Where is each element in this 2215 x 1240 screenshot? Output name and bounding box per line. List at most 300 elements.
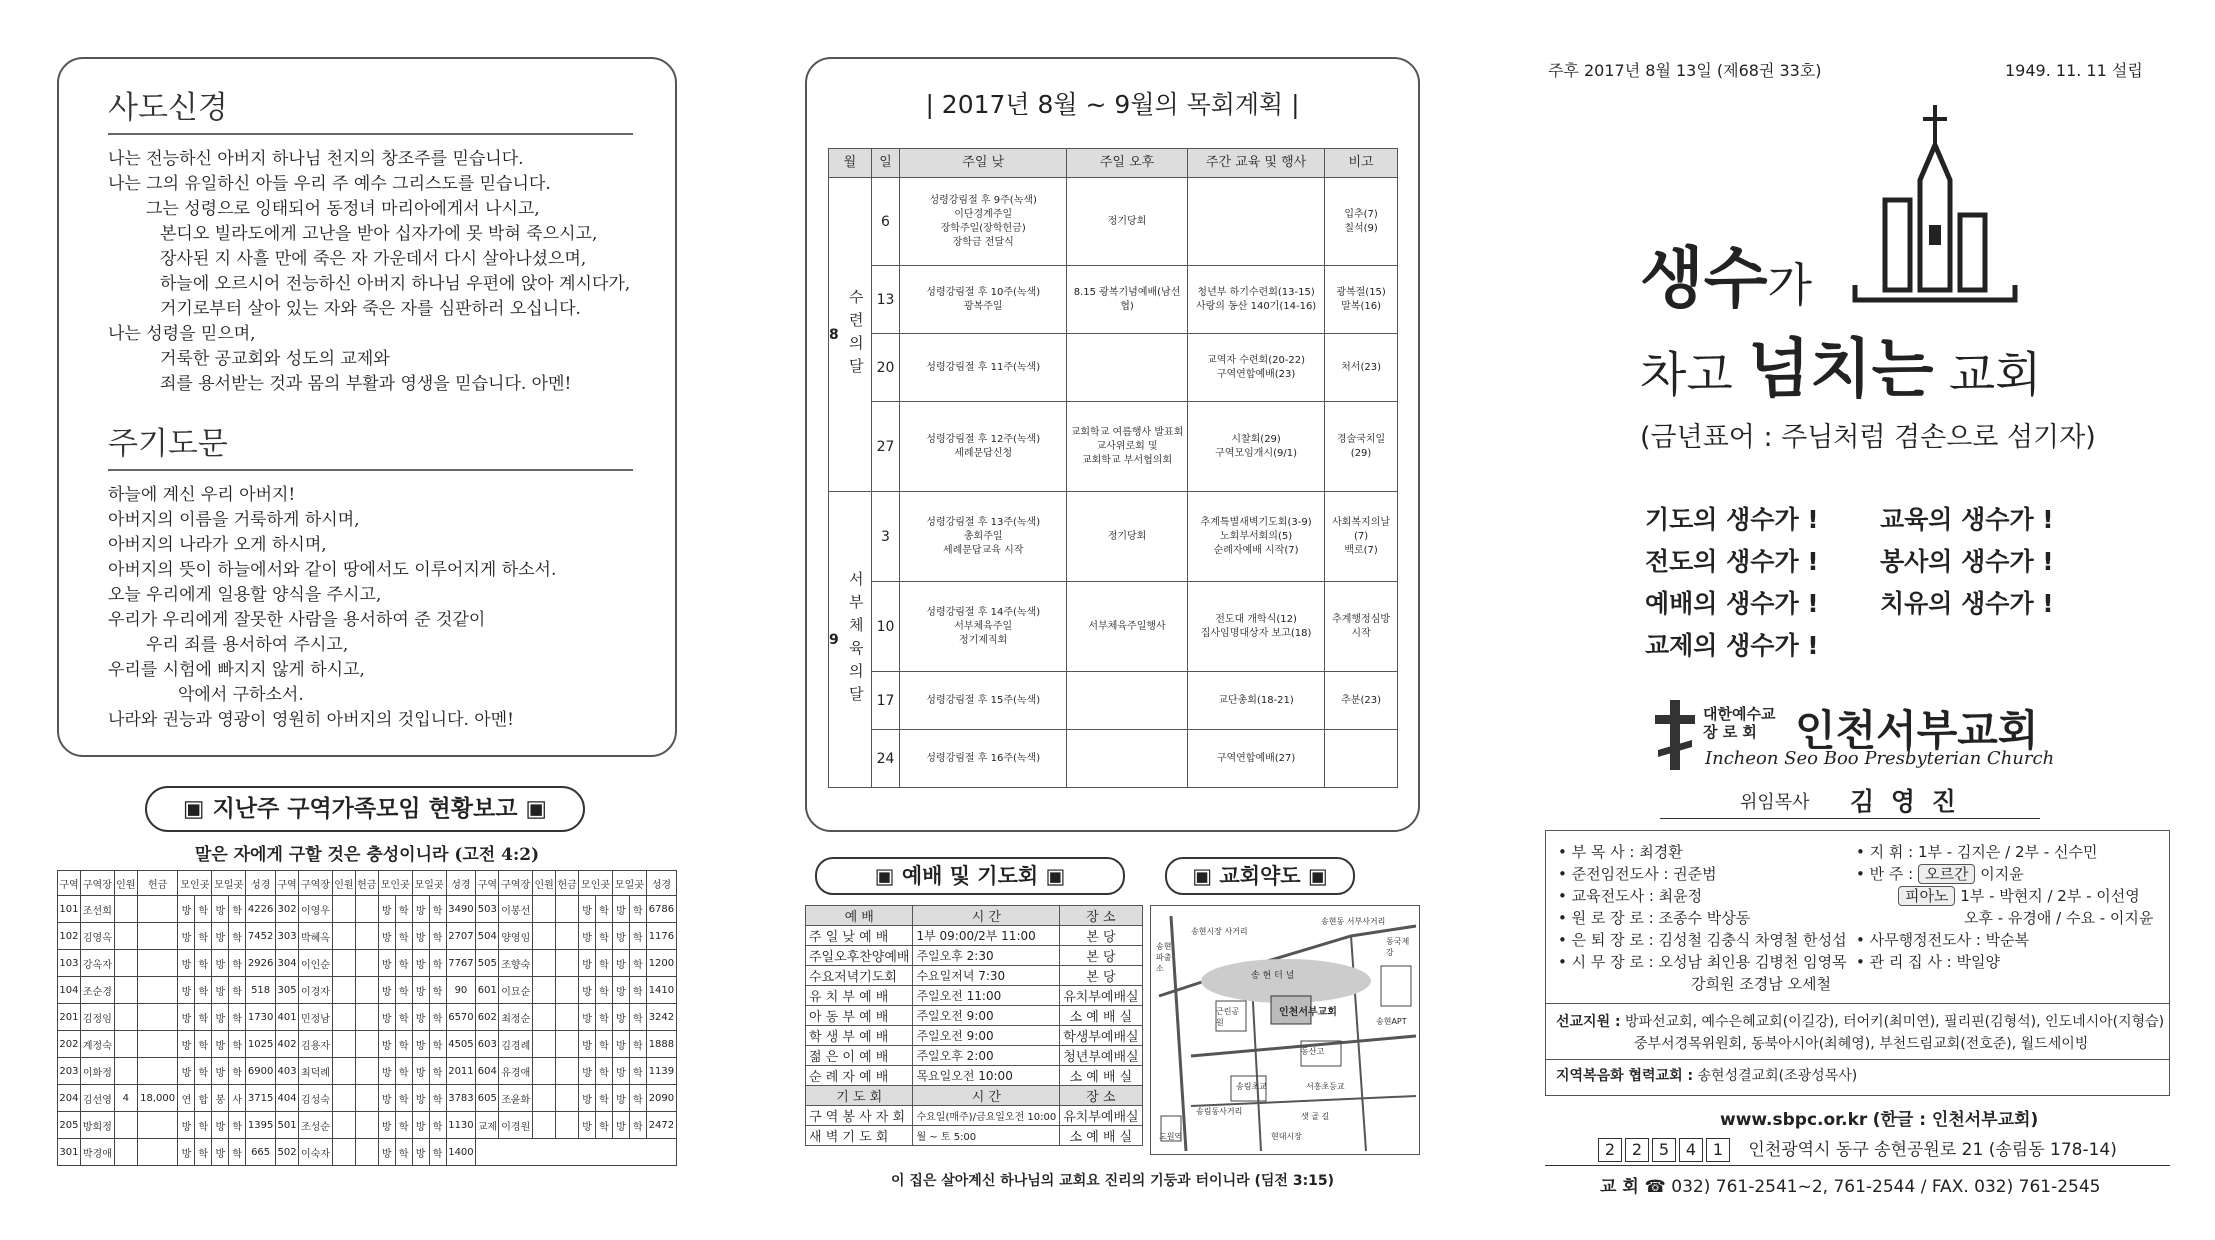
partner-church [1556, 1065, 1857, 1087]
plan-afternoon-line: 서부체육주일행사 [1088, 620, 1166, 632]
zip-digit: 1 [1706, 1138, 1730, 1162]
month-theme: 수련의달 [846, 288, 865, 381]
staff-accompanist [1856, 863, 2153, 885]
report-cell: 7767 [446, 950, 476, 977]
report-cell [137, 977, 178, 1004]
plan-afternoon [1067, 672, 1188, 730]
table-row [829, 492, 1398, 582]
plan-title: | 2017년 8월 ~ 9월의 목회계획 | [925, 90, 1300, 119]
plan-header: 주일 낮 [900, 149, 1067, 178]
report-cell: 방 [612, 1085, 629, 1112]
motto-line-1b: 가 [1767, 258, 1812, 312]
report-cell: 방 [579, 923, 596, 950]
report-cell: 이경원 [499, 1112, 533, 1139]
plan-note-line: 백로(7) [1344, 544, 1378, 556]
report-cell: 방 [378, 1139, 395, 1166]
creed-line: 거기로부터 살아 있는 자와 죽은 자를 심판하러 오십니다. [160, 299, 581, 319]
report-cell: 1400 [446, 1139, 476, 1166]
plan-note [1325, 492, 1398, 582]
report-cell: 1395 [246, 1112, 276, 1139]
yearly-motto: (금년표어 : 주님처럼 겸손으로 섬기자) [1640, 422, 2096, 453]
report-cell: 학 [629, 950, 646, 977]
worship-cell: 주일오후 2:30 [913, 946, 1060, 966]
report-cell: 봉 [212, 1085, 229, 1112]
creed-line: 나는 성령을 믿으며, [108, 324, 256, 344]
report-cell: 665 [246, 1139, 276, 1166]
table-row [58, 1085, 677, 1112]
staff-left-3: • 원 로 장 로 : 조종수 박상동 [1558, 909, 1751, 927]
plan-noon [900, 492, 1067, 582]
report-cell: 202 [58, 1031, 81, 1058]
zip-digit: 2 [1598, 1138, 1622, 1162]
report-cell [332, 896, 355, 923]
report-cell [137, 923, 178, 950]
report-cell [137, 1031, 178, 1058]
table-row [829, 402, 1398, 492]
report-cell: 학 [229, 1058, 246, 1085]
report-cell: 조성순 [299, 1112, 333, 1139]
report-cell: 김용자 [299, 1031, 333, 1058]
worship-cell: 1부 09:00/2부 11:00 [913, 926, 1060, 946]
report-cell: 1410 [646, 977, 676, 1004]
phone-number: 032) 761-2541~2, 761-2544 / FAX. 032) 761-2545 [1671, 1177, 2101, 1197]
worship-cell: 월 ~ 토 5:00 [913, 1126, 1060, 1146]
report-cell: 방 [579, 1085, 596, 1112]
report-cell: 방 [378, 1004, 395, 1031]
plan-afternoon [1067, 402, 1188, 492]
report-cell: 방 [579, 1031, 596, 1058]
report-cell: 204 [58, 1085, 81, 1112]
report-cell [332, 923, 355, 950]
worship-header: 기 도 회 [806, 1086, 913, 1106]
report-cell: 조윤화 [499, 1085, 533, 1112]
plan-note-line: 시작 [1351, 627, 1371, 639]
report-cell: 3715 [246, 1085, 276, 1112]
church-english-name: Incheon Seo Boo Presbyterian Church [1705, 748, 2055, 769]
address [1598, 1135, 2117, 1162]
plan-noon-line: 성령강림절 후 10주(녹색) [926, 286, 1041, 298]
worship-cell: 소 예 배 실 [1060, 1066, 1142, 1086]
table-row [806, 986, 1143, 1006]
plan-events [1188, 730, 1325, 788]
report-cell [533, 1031, 556, 1058]
table-row [806, 1106, 1143, 1126]
report-cell: 301 [58, 1139, 81, 1166]
report-cell: 사 [229, 1085, 246, 1112]
prayer-line: 우리 죄를 용서하여 주시고, [146, 635, 349, 655]
plan-events-line: 순례자예배 시작(7) [1213, 544, 1299, 556]
report-cell [355, 977, 378, 1004]
report-cell: 학 [395, 896, 412, 923]
report-cell: 방 [412, 1139, 429, 1166]
report-cell: 방 [412, 923, 429, 950]
plan-note-line: (29) [1350, 447, 1372, 459]
report-cell: 505 [476, 950, 499, 977]
report-cell [137, 896, 178, 923]
report-cell [137, 1112, 178, 1139]
plan-note-line: 입추(7) [1344, 208, 1378, 220]
report-cell: 방 [212, 950, 229, 977]
staff-divider-2 [1546, 1059, 2169, 1060]
report-cell: 학 [629, 923, 646, 950]
report-cell [533, 923, 556, 950]
map-label-12: 도원역 [1159, 1132, 1183, 1141]
phone-label: 교 회 ☎ [1600, 1177, 1666, 1197]
report-cell [332, 1112, 355, 1139]
plan-afternoon [1067, 266, 1188, 334]
report-cell: 학 [195, 1031, 212, 1058]
report-cell [114, 1031, 137, 1058]
address-text: 인천광역시 동구 송현공원로 21 (송림동 178-14) [1748, 1140, 2117, 1160]
report-cell [114, 1139, 137, 1166]
website-url[interactable]: www.sbpc.or.kr [1720, 1110, 1868, 1130]
report-cell: 방 [212, 1139, 229, 1166]
report-cell: 방 [178, 977, 195, 1004]
prayer-line: 나라와 권능과 영광이 영원히 아버지의 것입니다. 아멘! [108, 710, 514, 730]
website[interactable] [1720, 1105, 2038, 1130]
creed-line: 나는 전능하신 아버지 하나님 천지의 창조주를 믿습니다. [108, 149, 524, 169]
motto-line-2c: 교회 [1933, 347, 2042, 403]
plan-afternoon-line: 정기당회 [1107, 530, 1147, 542]
prayer-line: 아버지의 나라가 오게 하시며, [108, 535, 327, 555]
creed-line: 장사된 지 사흘 만에 죽은 자 가운데서 다시 살아나셨으며, [160, 249, 587, 269]
creed-line: 나는 그의 유일하신 아들 우리 주 예수 그리스도를 믿습니다. [108, 174, 551, 194]
report-cell: 학 [395, 1139, 412, 1166]
prayer-line: 하늘에 계신 우리 아버지! [108, 485, 296, 505]
report-cell [533, 1004, 556, 1031]
report-cell [332, 950, 355, 977]
plan-events [1188, 334, 1325, 402]
plan-noon [900, 672, 1067, 730]
report-cell: 학 [629, 1031, 646, 1058]
plan-events-line: 구역연합예배(23) [1216, 368, 1296, 380]
worship-cell: 소 예 배 실 [1060, 1126, 1142, 1146]
motto-line-1a: 생수 [1640, 240, 1768, 317]
worship-cell: 수요일저녁 7:30 [913, 966, 1060, 986]
slogan-healing: 치유의 생수가 ! [1880, 589, 2054, 618]
worship-header: 예 배 [806, 906, 913, 926]
report-cell: 방 [212, 1058, 229, 1085]
plan-afternoon [1067, 334, 1188, 402]
plan-afternoon [1067, 730, 1188, 788]
report-cell: 학 [395, 1085, 412, 1112]
report-cell: 학 [629, 896, 646, 923]
month-number: 8 [829, 326, 839, 343]
report-cell: 1130 [446, 1112, 476, 1139]
slogan-fellowship: 교제의 생수가 ! [1645, 631, 1819, 660]
map-label-13: 현대시장 [1271, 1132, 1302, 1141]
plan-day: 27 [871, 402, 900, 492]
report-cell [355, 950, 378, 977]
creed-line: 그는 성령으로 잉태되어 동정녀 마리아에게서 나시고, [146, 199, 540, 219]
report-cell: 방희정 [80, 1112, 114, 1139]
plan-noon [900, 402, 1067, 492]
table-row [829, 334, 1398, 402]
report-header: 구역장 [299, 871, 333, 896]
report-cell: 방 [579, 950, 596, 977]
plan-events-line: 교단총회(18-21) [1218, 694, 1294, 706]
report-cell: 602 [476, 1004, 499, 1031]
report-cell: 방 [378, 896, 395, 923]
report-cell [332, 977, 355, 1004]
report-header: 헌금 [137, 871, 178, 896]
plan-day: 10 [871, 582, 900, 672]
report-cell [355, 1085, 378, 1112]
report-header: 인원 [533, 871, 556, 896]
staff-left-5: • 시 무 장 로 : 오성남 최인용 김병천 임영목 [1558, 953, 1847, 971]
church-logo-icon [1845, 105, 2025, 305]
missions-list-2: 중부서경목위원회, 동북아시아(최혜영), 부천드림교회(전호준), 월드세이빙 [1634, 1036, 2089, 1052]
table-row [806, 966, 1143, 986]
plan-noon-line: 서부체육주일 [954, 620, 1013, 632]
report-cell [556, 950, 579, 977]
report-cell [332, 1085, 355, 1112]
report-cell [332, 1058, 355, 1085]
report-cell [332, 1139, 355, 1166]
report-cell: 강옥자 [80, 950, 114, 977]
report-cell: 방 [212, 1004, 229, 1031]
staff-left-list [1558, 841, 1847, 973]
report-cell [332, 1004, 355, 1031]
report-cell: 학 [596, 1031, 613, 1058]
report-cell: 학 [596, 977, 613, 1004]
report-header: 성경 [646, 871, 676, 896]
worship-cell: 수요일(매주)/금요일오전 10:00 [913, 1106, 1060, 1126]
contact-divider [1545, 1165, 2170, 1166]
pastor-role: 위임목사 [1740, 792, 1810, 813]
worship-header: 장 소 [1060, 1086, 1142, 1106]
plan-events-line: 집사임명대상자 보고(18) [1200, 627, 1312, 639]
report-cell [114, 923, 137, 950]
report-cell: 103 [58, 950, 81, 977]
worship-header: 시 간 [913, 906, 1060, 926]
missions-label: 선교지원 : [1556, 1014, 1621, 1030]
report-cell: 604 [476, 1058, 499, 1085]
map-label-6: 근린공원 [1216, 1007, 1240, 1027]
pastor-name: 김 영 진 [1850, 787, 1960, 816]
report-cell: 이숙자 [299, 1139, 333, 1166]
plan-events-line: 전도대 개학식(12) [1215, 613, 1297, 625]
report-cell: 학 [429, 1058, 446, 1085]
report-cell: 방 [612, 977, 629, 1004]
slogan-education: 교육의 생수가 ! [1880, 505, 2054, 534]
report-cell: 518 [246, 977, 276, 1004]
report-cell: 1730 [246, 1004, 276, 1031]
plan-day: 13 [871, 266, 900, 334]
table-row [806, 946, 1143, 966]
bible-verse: 이 집은 살아계신 하나님의 교회요 진리의 기둥과 터이니라 (딤전 3:15) [890, 1173, 1335, 1189]
creed-line: 죄를 용서받는 것과 몸의 부활과 영생을 믿습니다. 아멘! [160, 374, 572, 394]
report-cell: 학 [596, 1058, 613, 1085]
plan-events-line: 청년부 하기수련회(13-15) [1197, 286, 1315, 298]
plan-events [1188, 672, 1325, 730]
report-cell: 양영임 [499, 923, 533, 950]
report-cell: 조향숙 [499, 950, 533, 977]
worship-cell: 학생부예배실 [1060, 1026, 1142, 1046]
report-cell: 학 [596, 950, 613, 977]
map-label-14: 샛 골 길 [1301, 1112, 1330, 1121]
report-cell: 104 [58, 977, 81, 1004]
worship-cell: 구 역 봉 사 자 회 [806, 1106, 913, 1126]
plan-noon-line: 성령강림절 후 16주(녹색) [926, 752, 1041, 764]
worship-cell: 주일오전 11:00 [913, 986, 1060, 1006]
table-row [806, 1006, 1143, 1026]
report-cell: 방 [178, 896, 195, 923]
staff-piano [1856, 885, 2153, 907]
report-cell [556, 1085, 579, 1112]
report-cell [137, 950, 178, 977]
plan-noon-line: 장학금 전달식 [952, 236, 1014, 248]
report-cell: 학 [229, 950, 246, 977]
report-header: 모일곳 [212, 871, 246, 896]
plan-events [1188, 178, 1325, 266]
report-cell: 601 [476, 977, 499, 1004]
report-cell: 6900 [246, 1058, 276, 1085]
report-cell: 조순경 [80, 977, 114, 1004]
report-cell: 504 [476, 923, 499, 950]
plan-header: 주간 교육 및 행사 [1188, 149, 1325, 178]
map-label-2: 송현파출소 [1156, 942, 1172, 973]
worship-cell: 본 당 [1060, 966, 1142, 986]
table-row [806, 1066, 1143, 1086]
plan-note [1325, 730, 1398, 788]
table-row [58, 1139, 677, 1166]
worship-cell: 유 치 부 예 배 [806, 986, 913, 1006]
table-row [806, 1046, 1143, 1066]
slogan-prayer: 기도의 생수가 ! [1645, 505, 1819, 534]
report-cell: 1888 [646, 1031, 676, 1058]
report-cell: 학 [395, 1031, 412, 1058]
creed-line: 본디오 빌라도에게 고난을 받아 십자가에 못 박혀 죽으시고, [160, 224, 598, 244]
staff-box [1545, 830, 2170, 1096]
report-cell: 605 [476, 1085, 499, 1112]
report-cell [114, 977, 137, 1004]
motto-line-2a: 차고 [1640, 347, 1748, 403]
report-cell [114, 1112, 137, 1139]
report-cell: 이영우 [299, 896, 333, 923]
report-cell: 학 [429, 1004, 446, 1031]
table-row [58, 896, 677, 923]
report-cell: 김정임 [80, 1004, 114, 1031]
pastor-line [1660, 782, 2040, 819]
report-cell: 방 [212, 923, 229, 950]
report-cell: 학 [629, 1058, 646, 1085]
plan-noon [900, 178, 1067, 266]
report-cell: 방 [412, 1085, 429, 1112]
plan-noon-line: 장학주일(장학헌금) [940, 222, 1026, 234]
report-cell: 이묘순 [499, 977, 533, 1004]
report-cell: 학 [229, 1004, 246, 1031]
report-header: 인원 [332, 871, 355, 896]
creed-line: 하늘에 오르시어 전능하신 아버지 하나님 우편에 앉아 계시다가, [160, 274, 631, 294]
plan-day: 3 [871, 492, 900, 582]
worship-cell: 주 일 낮 예 배 [806, 926, 913, 946]
church-name: 인천서부교회 [1795, 706, 2039, 755]
report-header: 성경 [246, 871, 276, 896]
plan-events [1188, 402, 1325, 492]
report-cell: 3783 [446, 1085, 476, 1112]
report-cell: 4 [114, 1085, 137, 1112]
report-cell: 학 [395, 1004, 412, 1031]
piano-tag: 피아노 [1898, 886, 1955, 906]
report-cell: 학 [429, 1085, 446, 1112]
table-row [806, 1026, 1143, 1046]
report-cell: 학 [229, 923, 246, 950]
creed-line: 거룩한 공교회와 성도의 교제와 [160, 349, 390, 369]
plan-header: 주일 오후 [1067, 149, 1188, 178]
staff-right-0: • 지 휘 : 1부 - 김지은 / 2부 - 신수민 [1856, 843, 2098, 861]
report-cell: 이인순 [299, 950, 333, 977]
report-cell: 6786 [646, 896, 676, 923]
worship-cell: 주일오전 9:00 [913, 1026, 1060, 1046]
table-row [58, 977, 677, 1004]
staff-piano-2: 오후 - 유경애 / 수요 - 이지윤 [1964, 909, 2154, 927]
report-cell: 302 [276, 896, 299, 923]
month-theme: 서부체육의달 [846, 570, 865, 709]
table-row [58, 1004, 677, 1031]
report-cell: 방 [178, 1004, 195, 1031]
report-cell: 방 [612, 896, 629, 923]
report-cell: 방 [579, 1004, 596, 1031]
table-row [58, 1058, 677, 1085]
worship-cell: 유치부예배실 [1060, 1106, 1142, 1126]
pianist: 1부 - 박현지 / 2부 - 이선영 [1960, 887, 2140, 905]
report-cell: 방 [412, 950, 429, 977]
report-cell: 박혜옥 [299, 923, 333, 950]
report-cell: 2926 [246, 950, 276, 977]
plan-afternoon-line: 8.15 광복기념예배(남선협) [1073, 286, 1181, 312]
prayer-title: 주기도문 [108, 418, 633, 471]
report-cell: 2011 [446, 1058, 476, 1085]
report-cell: 304 [276, 950, 299, 977]
report-header: 구역 [276, 871, 299, 896]
report-cell [556, 977, 579, 1004]
plan-events [1188, 492, 1325, 582]
report-cell [355, 1139, 378, 1166]
report-cell: 학 [229, 977, 246, 1004]
report-cell: 학 [195, 1004, 212, 1031]
report-cell: 학 [429, 950, 446, 977]
creed-text [108, 147, 633, 397]
website-korean: (한글 : 인천서부교회) [1872, 1110, 2039, 1130]
plan-noon-line: 성령강림절 후 12주(녹색) [926, 433, 1041, 445]
plan-note [1325, 334, 1398, 402]
plan-afternoon [1067, 492, 1188, 582]
report-cell: 방 [412, 896, 429, 923]
report-cell: 학 [195, 923, 212, 950]
report-cell [556, 1058, 579, 1085]
report-cell [355, 923, 378, 950]
report-cell: 방 [212, 896, 229, 923]
report-cell [137, 1139, 178, 1166]
organ-tag: 오르간 [1918, 864, 1975, 884]
report-cell: 방 [178, 923, 195, 950]
report-cell: 학 [229, 1112, 246, 1139]
report-cell: 방 [612, 923, 629, 950]
report-cell: 최정순 [499, 1004, 533, 1031]
report-cell: 학 [195, 1139, 212, 1166]
report-cell: 6570 [446, 1004, 476, 1031]
table-header-row [806, 906, 1143, 926]
plan-note [1325, 402, 1398, 492]
report-cell: 합 [195, 1085, 212, 1112]
report-cell [137, 1058, 178, 1085]
plan-header: 비고 [1325, 149, 1398, 178]
report-cell: 7452 [246, 923, 276, 950]
plan-noon-line: 성령강림절 후 11주(녹색) [926, 361, 1041, 373]
creed-section [108, 82, 633, 397]
plan-afternoon-line: 정기당회 [1107, 215, 1147, 227]
